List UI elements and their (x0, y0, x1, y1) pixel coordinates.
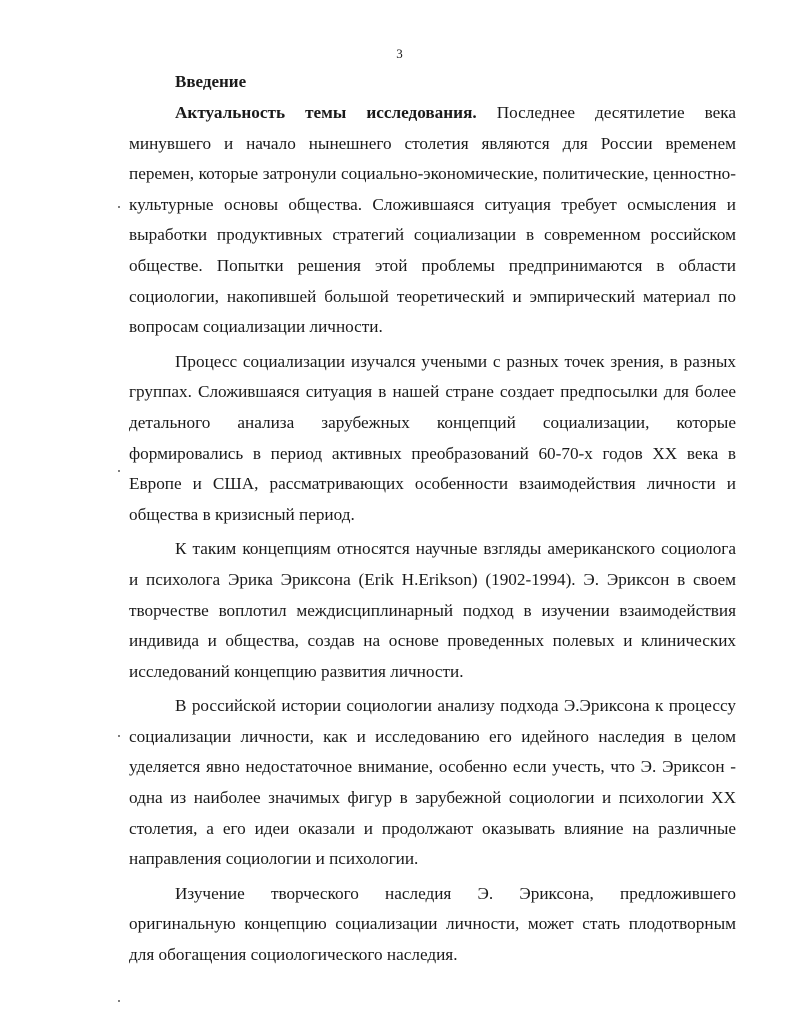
section-heading: Введение (175, 72, 247, 91)
paragraph-erikson-concept: К таким концепциям относятся научные взгляды американского социолога и психолога Эрика Эриксона (Erik H.Erikson) (1902-1994). Э. Эриксон в своем творчестве воплотил междисциплинарный подход в изучении взаимодействия индивида и общества, создав на основе проведенных полевых и клинических исследований концепцию развития личности. (129, 539, 736, 681)
paragraph-socialization-process: Процесс социализации изучался учеными с разных точек зрения, в разных группах. Сложившаяся ситуация в нашей стране создает предпосылки для более детального анализа зарубежных концепций социализации, которые формировались в период активных преобразований 60-70-х годов XX века в Европе и США, рассматривающих особенности взаимодействия личности и общества в кризисный период. (129, 351, 736, 524)
scan-speck (118, 1000, 120, 1002)
paragraph-study-legacy: Изучение творческого наследия Э. Эриксона, предложившего оригинальную концепцию социализации личности, может стать плодотворным для обогащения социологического наследия. (129, 883, 736, 965)
relevance-lead: Актуальность темы исследования. (175, 103, 477, 122)
scan-speck (118, 470, 120, 472)
page-number: 3 (396, 46, 403, 61)
scan-speck (118, 206, 120, 208)
paragraph-russian-history: В российской истории социологии анализу подхода Э.Эриксона к процессу социализации личности, как и исследованию его идейного наследия в целом уделяется явно недостаточное внимание, особенно если учесть, что Э. Эриксон - одна из наиболее значимых фигур в зарубежной социологии и психологии XX столетия, а его идеи оказали и продолжают оказывать влияние на различные направления социологии и психологии. (129, 696, 736, 869)
body-text (129, 98, 736, 971)
paragraph-text: Последнее десятилетие века минувшего и начало нынешнего столетия являются для России временем перемен, которые затронули социально-экономические, политические, ценностно-культурные основы общества. Сложившаяся ситуация требует осмысления и выработки продуктивных стратегий социализации в современном российском обществе. Попытки решения этой проблемы предпринимаются в области социологии, накопившей большой теоретический и эмпирический материал по вопросам социализации личности. (129, 103, 736, 337)
paragraph-relevance (129, 98, 736, 343)
scan-speck (118, 735, 120, 737)
